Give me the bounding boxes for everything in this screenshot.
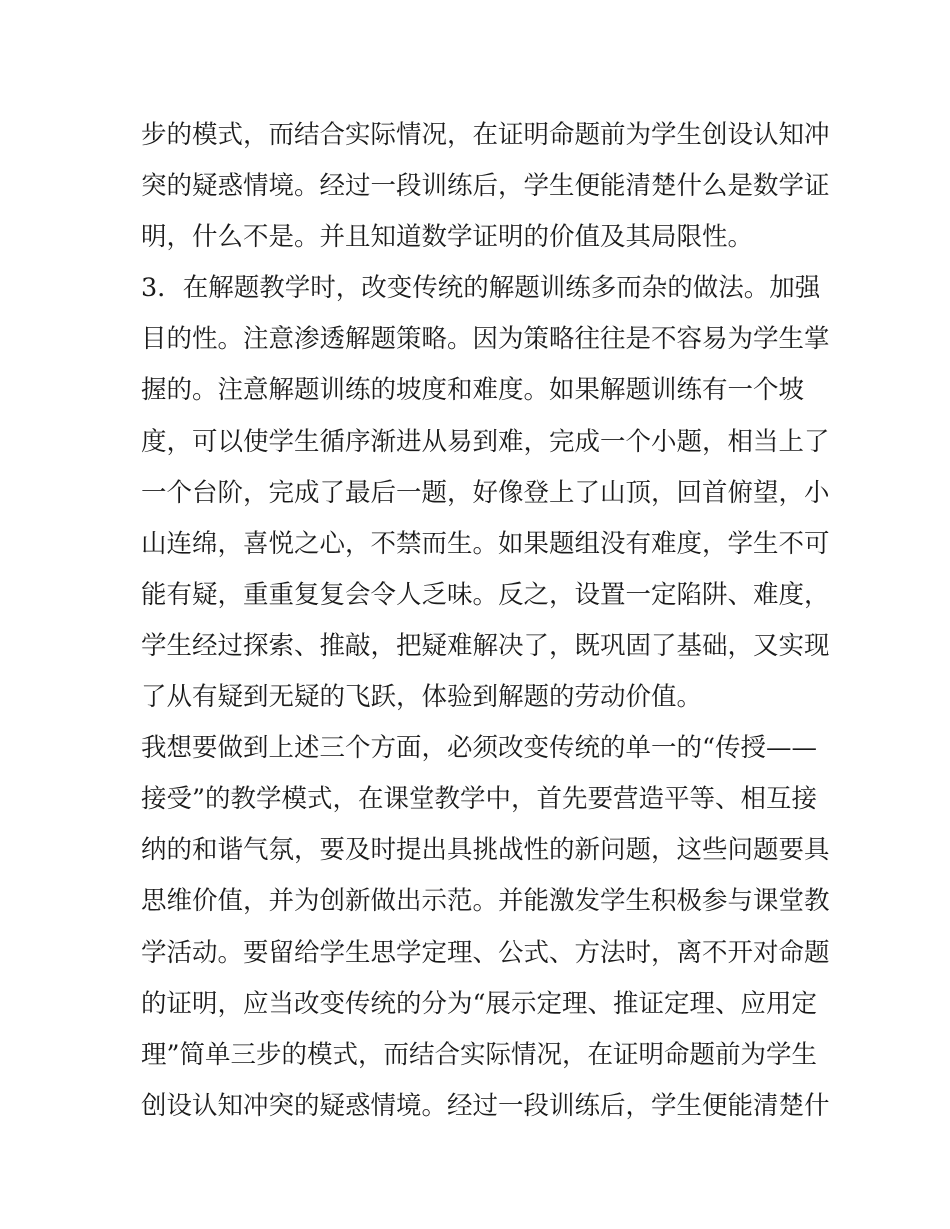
text-line: 理”简单三步的模式，而结合实际情况，在证明命题前为学生 (141, 1039, 818, 1070)
text-line: 目的性。注意渗透解题策略。因为策略往往是不容易为学生掌 (141, 324, 830, 355)
text-line: 3．在解题教学时，改变传统的解题训练多而杂的做法。加强 (141, 273, 821, 304)
text-line: 思维价值，并为创新做出示范。并能激发学生积极参与课堂教 (141, 886, 830, 917)
text-line: 一个台阶，完成了最后一题，好像登上了山顶，回首俯望，小 (141, 477, 830, 508)
text-line: 度，可以使学生循序渐进从易到难，完成一个小题，相当上了 (141, 426, 830, 457)
text-line: 学活动。要留给学生思学定理、公式、方法时，离不开对命题 (141, 937, 830, 968)
text-line: 了从有疑到无疑的飞跃，体验到解题的劳动价值。 (141, 682, 703, 713)
text-line: 明，什么不是。并且知道数学证明的价值及其局限性。 (141, 222, 754, 253)
text-line: 的证明，应当改变传统的分为“展示定理、推证定理、应用定 (141, 988, 818, 1019)
text-line: 能有疑，重重复复会令人乏味。反之，设置一定陷阱、难度， (141, 579, 830, 610)
text-line: 学生经过探索、推敲，把疑难解决了，既巩固了基础，又实现 (141, 630, 830, 661)
text-line: 山连绵，喜悦之心，不禁而生。如果题组没有难度，学生不可 (141, 528, 830, 559)
text-line: 接受”的教学模式，在课堂教学中，首先要营造平等、相互接 (141, 784, 818, 815)
text-line: 握的。注意解题训练的坡度和难度。如果解题训练有一个坡 (141, 375, 805, 406)
text-line: 纳的和谐气氛，要及时提出具挑战性的新问题，这些问题要具 (141, 835, 830, 866)
body-text (141, 110, 830, 1132)
text-line: 步的模式，而结合实际情况，在证明命题前为学生创设认知冲 (141, 120, 830, 150)
text-line: 我想要做到上述三个方面，必须改变传统的单一的“传授—— (141, 733, 818, 764)
text-line: 创设认知冲突的疑惑情境。经过一段训练后，学生便能清楚什 (141, 1090, 830, 1121)
text-line: 突的疑惑情境。经过一段训练后，学生便能清楚什么是数学证 (141, 171, 830, 202)
